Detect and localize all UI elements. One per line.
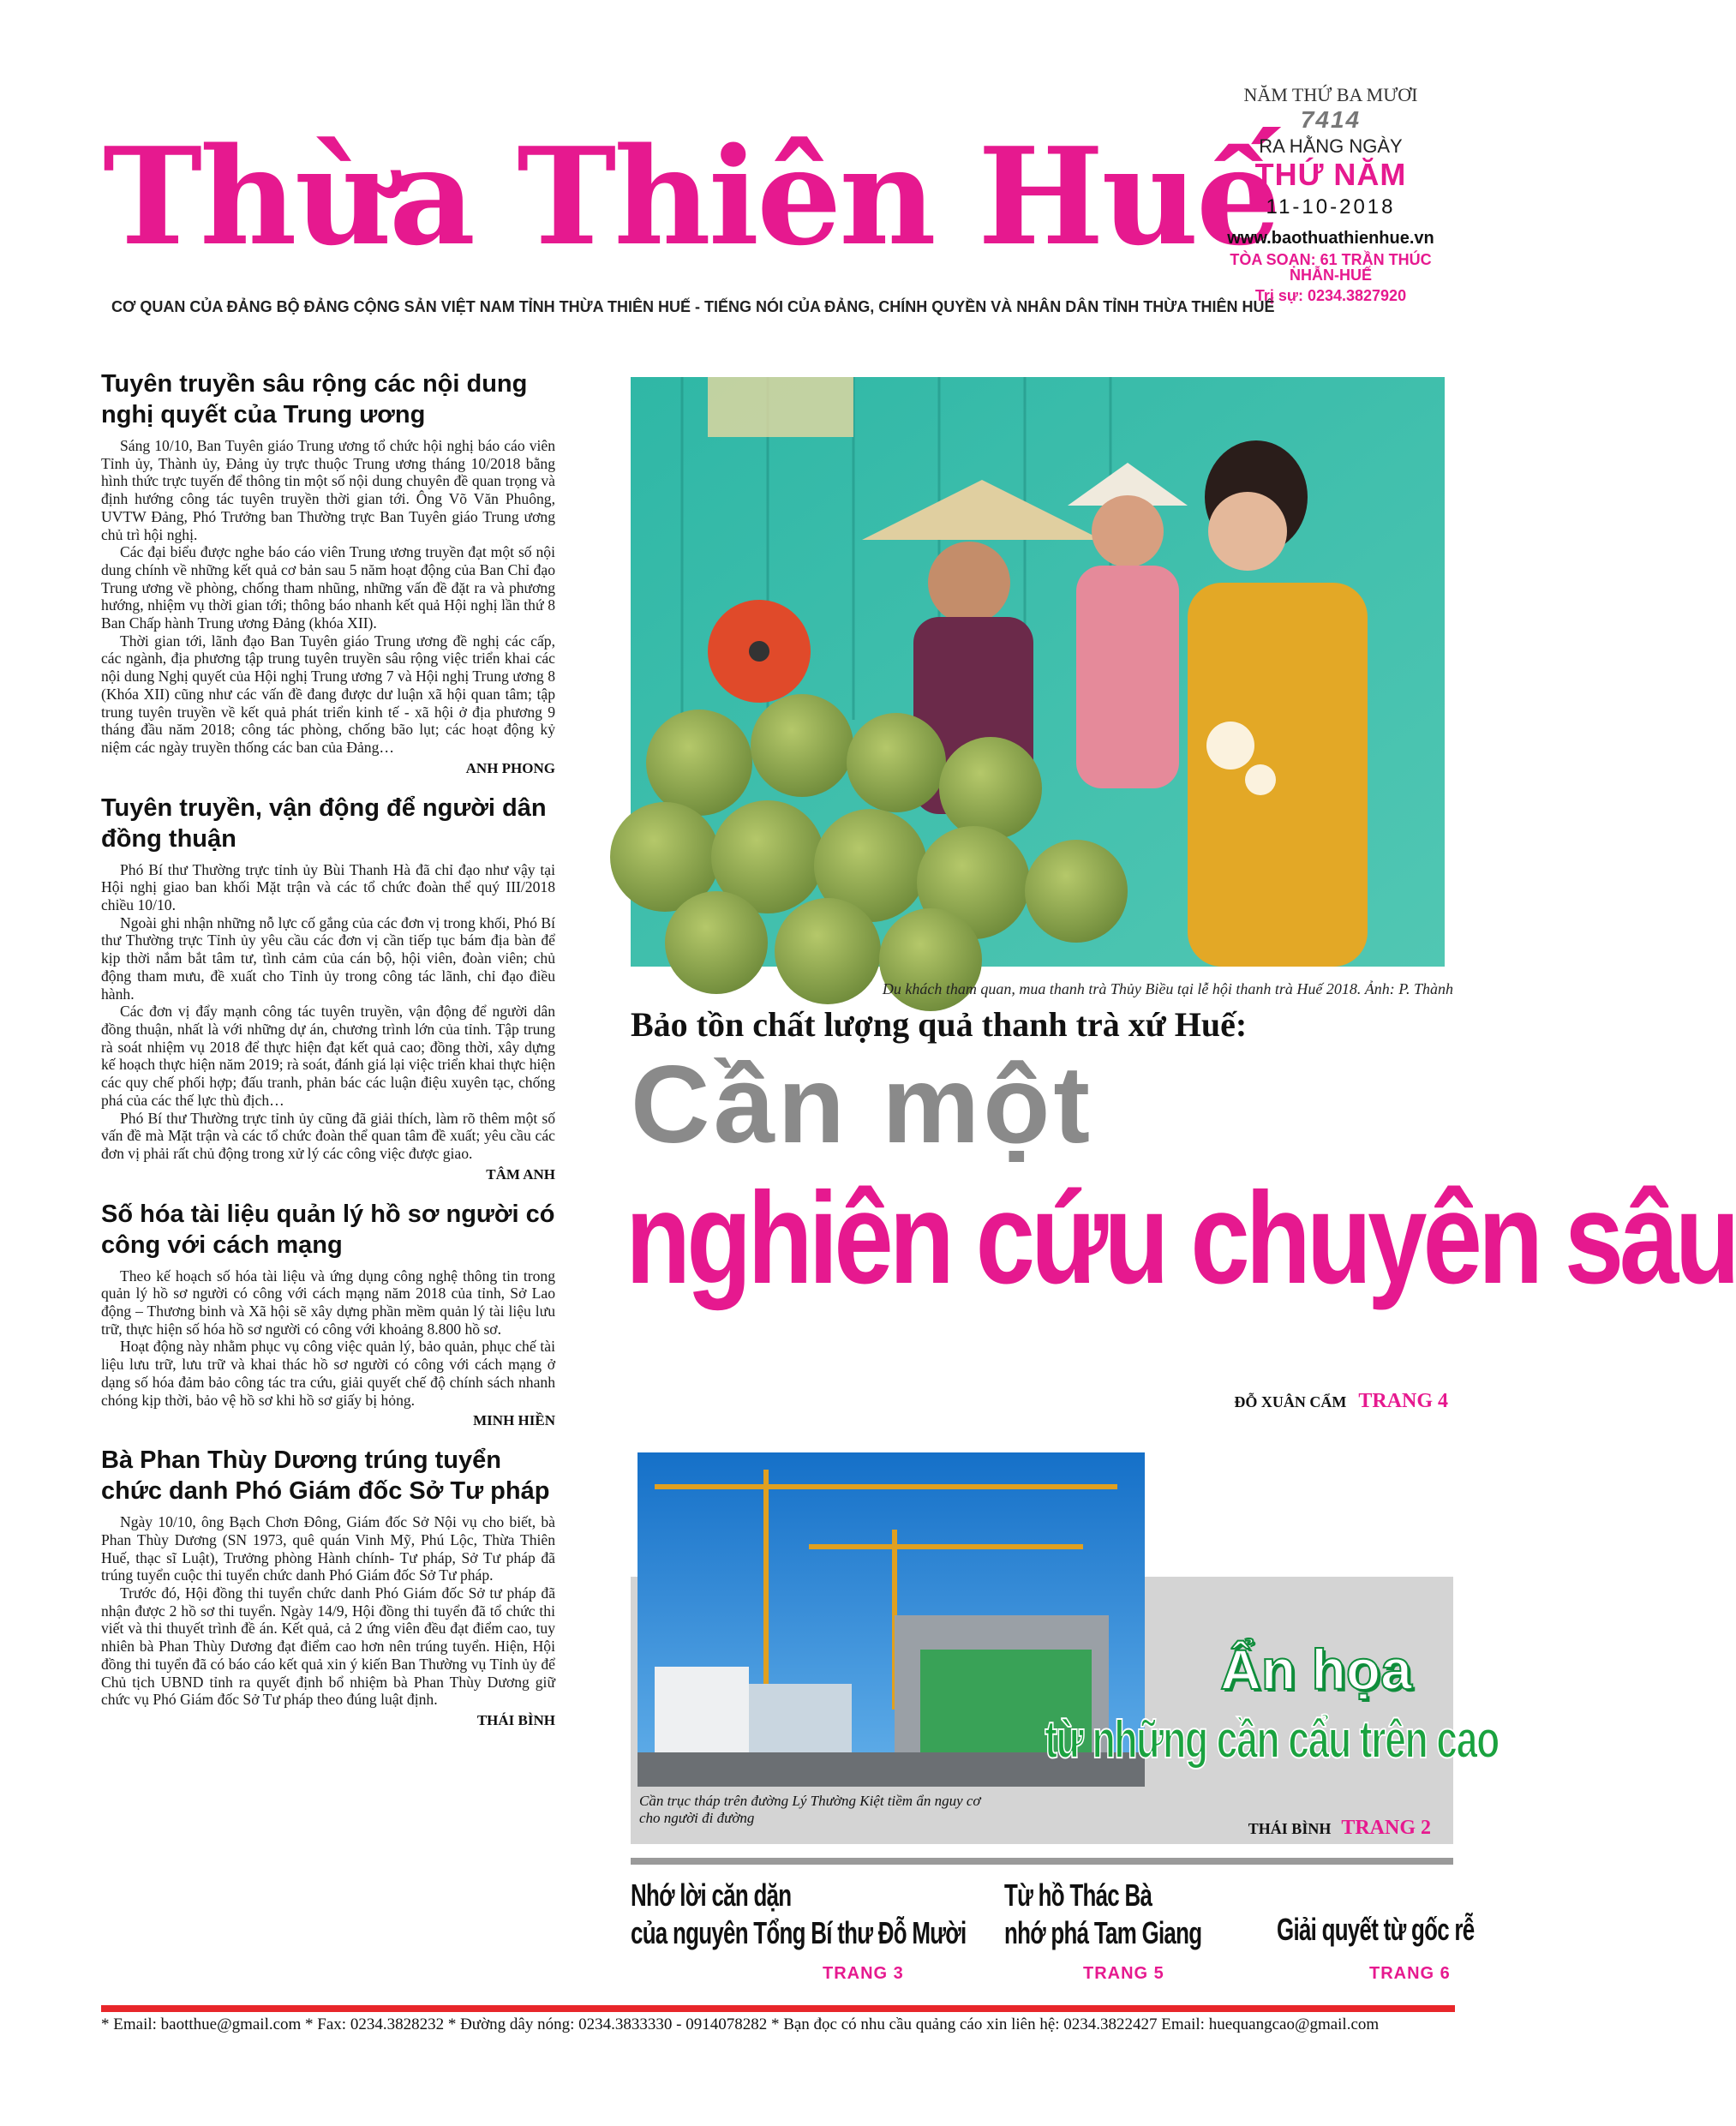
article-paragraph: Hoạt động này nhằm phục vụ công việc quản lý, bảo quản, phục chế tài liệu lưu trữ, lưu trữ và khai thác hồ sơ người có công với cách mạng ở dạng số hóa đảm bảo công tác tra cứu, giải quyết chế độ chính sách nhanh chóng kịp thời, bảo vệ hồ sơ khi hồ sơ giấy bị hỏng. [101,1338,555,1409]
teaser-line2: nhớ phá Tam Giang [1004,1915,1202,1950]
article-title[interactable]: Bà Phan Thùy Dương trúng tuyển chức danh Phó Giám đốc Sở Tư pháp [101,1446,550,1506]
left-column [101,368,555,1745]
article-title[interactable]: Tuyên truyền, vận động để người dân đồng thuận [101,794,547,853]
teaser-do-muoi[interactable] [631,1877,967,1988]
article-paragraph: Các đại biểu được nghe báo cáo viên Trung ương truyền đạt một số nội dung chính về những kết quả cơ bản sau 5 năm hoạt động của Ban Chỉ đạo Trung ương về phòng, chống tham nhũng, những vấn đề đặt ra và phương hướng, nhiệm vụ thời gian tới; thông báo nhanh kết quả Hội nghị lần thứ 8 Ban Chấp hành Trung ương Đảng (khóa XII). [101,543,555,632]
article-author: ANH PHONG [465,759,555,776]
article-author: TÂM ANH [486,1165,555,1183]
footer-rule [101,2005,1455,2012]
article-title[interactable]: Số hóa tài liệu quản lý hồ sơ người có công với cách mạng [101,1200,555,1259]
article-paragraph: Các đơn vị đẩy mạnh công tác tuyên truyền, vận động để người dân đồng thuận, nhất là với những dự án, chương trình lớn của tỉnh. Tập trung rà soát nhiệm vụ 2018 để thực hiện đạt kết quả cao; đồng thời, xây dựng kế hoạch thực hiện năm 2019; rà soát, đánh giá lại việc triển khai thực hiện các quy chế phối hợp; đấu tranh, phản bác các luận điệu xuyên tạc, chống phá của các thế lực thù địch… [101,1003,555,1109]
lead-photo-caption: Du khách tham quan, mua thanh trà Thủy Biều tại lễ hội thanh trà Huế 2018. Ảnh: P. Thành [882,980,1453,997]
lead-headline-line2[interactable]: nghiên cứu chuyên sâu [626,1165,1736,1311]
teaser-page[interactable]: TRANG 3 [823,1964,904,1983]
article-appointment [101,1445,555,1729]
lead-author: ĐỖ XUÂN CẨM [1234,1393,1347,1410]
lead-headline-line1[interactable]: Cần một [631,1044,1093,1166]
article-paragraph: Phó Bí thư Thường trực tỉnh ủy cũng đã giải thích, làm rõ thêm một số vấn đề mà Mặt trận và các tổ chức đoàn thể quan tâm đề xuất; yêu cầu các đơn vị phải rất chủ động trong xử lý các công việc được giao. [101,1109,555,1162]
feature-page-link[interactable]: TRANG 2 [1341,1817,1431,1839]
issue-number: 7414 [1300,106,1362,133]
article-paragraph: Ngoài ghi nhận những nỗ lực cố gắng của các đơn vị trong khối, Phó Bí thư Thường trực Tỉnh ủy yêu cầu các đơn vị cần tiếp tục bám địa bàn để kịp thời nắm bắt tâm tư, tình cảm của cán bộ, hội viên, đoàn viên; chủ động tham mưu, đề xuất cho Tỉnh ủy trong công tác lãnh, chỉ đạo điều hành. [101,913,555,1003]
article-paragraph: Trước đó, Hội đồng thi tuyển chức danh Phó Giám đốc Sở tư pháp đã nhận được 2 hồ sơ thi tuyển. Ngày 14/9, Hội đồng thi tuyển đã tổ chức thi viết và thi thuyết trình đề án. Kết quả, cả 2 ứng viên đều đạt điểm cao, tuy nhiên bà Phan Thùy Dương đạt điểm cao hơn nên trúng tuyển. Hiện, Hội đồng thi tuyển đã có báo cáo kết quả xin ý kiến Ban Thường vụ Tỉnh ủy để Chủ tịch UBND tỉnh ra quyết định bổ nhiệm bà Phan Thùy Dương giữ chức vụ Phó Giám đốc Sở Tư pháp theo đúng luật định. [101,1584,555,1709]
teaser-goc-re[interactable] [1277,1911,1475,1988]
article-paragraph: Thời gian tới, lãnh đạo Ban Tuyên giáo Trung ương đề nghị các cấp, các ngành, địa phương tập trung tuyên truyền sâu rộng việc triển khai các nội dung Nghị quyết của Hội nghị Trung ương 7 và Hội nghị Trung ương 8 (Khóa XII) cũng như các vấn đề đang được dư luận xã hội quan tâm; tập trung tuyên truyền về kết quả phát triển kinh tế - xã hội ở địa phương 9 tháng đầu năm 2018; công tác phòng, chống bão lụt; các hoạt động kỷ niệm các ngày truyền thống các ban của Đảng… [101,632,555,756]
section-divider [631,1858,1453,1865]
lead-photo[interactable] [631,377,1445,967]
feature-photo-caption: Cần trục tháp trên đường Lý Thường Kiệt tiềm ẩn nguy cơ cho người đi đường [639,1793,981,1826]
article-paragraph: Phó Bí thư Thường trực tỉnh ủy Bùi Thanh Hà đã chỉ đạo như vậy tại Hội nghị giao ban khối Mặt trận và các tổ chức đoàn thể quý III/2018 chiều 10/10. [101,860,555,914]
teaser-thac-ba[interactable] [1004,1877,1227,1988]
issue-year: NĂM THỨ BA MƯƠI [1243,84,1418,105]
article-consensus [101,793,555,1183]
issue-date: 11-10-2018 [1266,195,1396,219]
pomelo-market-image [631,377,1445,967]
article-paragraph: Sáng 10/10, Ban Tuyên giáo Trung ương tổ chức hội nghị báo cáo viên Tỉnh ủy, Thành ủy, Đảng ủy trực thuộc Trung ương tháng 10/2018 bằng hình thức trực tuyến để thông tin một số nội dung chuyên đề quan trọng và định hướng công tác tuyên truyền thời gian tới. Ông Võ Văn Phuông, UVTW Đảng, Phó Trưởng ban Thường trực Ban Tuyên giáo Trung ương chủ trì hội nghị. [101,437,555,543]
issue-frequency: RA HẰNG NGÀY [1259,135,1403,157]
teaser-line2: của nguyên Tổng Bí thư Đỗ Mười [631,1915,967,1950]
feature-headline-line1[interactable]: Ẩn họa [1220,1638,1412,1701]
website-link[interactable]: www.baothuathienhue.vn [1227,229,1434,248]
article-paragraph: Ngày 10/10, ông Bạch Chơn Đông, Giám đốc Sở Nội vụ cho biết, bà Phan Thùy Dương (SN 1973, quê quán Vinh Mỹ, Phú Lộc, Thừa Thiên Huế, thạc sĩ Luật), Trưởng phòng Hành chính- Tư pháp, Sở Tư pháp đã trúng tuyển cuộc thi tuyển chức danh Phó Giám đốc Sở Tư pháp. [101,1513,555,1584]
article-author: MINH HIỀN [473,1412,555,1429]
article-author: THÁI BÌNH [476,1711,555,1728]
article-digitization [101,1199,555,1430]
issue-info [1206,86,1455,303]
lead-byline [943,1390,1448,1413]
teaser-line1: Giải quyết từ gốc rễ [1277,1912,1475,1947]
teaser-page[interactable]: TRANG 6 [1369,1964,1451,1983]
teaser-page[interactable]: TRANG 5 [1083,1964,1164,1983]
feature-author: THÁI BÌNH [1248,1820,1332,1837]
lead-kicker[interactable]: Bảo tồn chất lượng quả thanh trà xứ Huế: [631,1005,1248,1044]
article-title[interactable]: Tuyên truyền sâu rộng các nội dung nghị quyết của Trung ương [101,370,528,428]
article-paragraph: Theo kế hoạch số hóa tài liệu và ứng dụng công nghệ thông tin trong quản lý hồ sơ người có công với cách mạng năm 2018 của tỉnh, Sở Lao động – Thương binh và Xã hội sẽ xây dựng phần mềm quản lý tài liệu lưu trữ, thực hiện số hóa hồ sơ người có công với khoảng 8.800 hồ sơ. [101,1267,555,1338]
teaser-line1: Từ hồ Thác Bà [1004,1877,1152,1913]
footer-contact: * Email: baotthue@gmail.com * Fax: 0234.3828232 * Đường dây nóng: 0234.3833330 - 0914078282 * Bạn đọc có nhu cầu quảng cáo xin liên hệ: 0234.3822427 Email: huequangcao@gmail.com [101,2015,1380,2033]
feature-headline-line2[interactable]: từ những cần cẩu trên cao [1045,1710,1499,1770]
issue-weekday: THỨ NĂM [1254,157,1407,192]
article-propaganda [101,368,555,777]
office-address: TÒA SOẠN: 61 TRẦN THÚC NHẪN-HUẾ [1230,251,1432,284]
feature-byline [1028,1817,1431,1840]
masthead-title: Thừa Thiên Huế [103,118,1279,275]
lead-page-link[interactable]: TRANG 4 [1358,1390,1448,1412]
office-phone: Trị sự: 0234.3827920 [1254,287,1407,304]
masthead-tagline: CƠ QUAN CỦA ĐẢNG BỘ ĐẢNG CỘNG SẢN VIỆT NAM TỈNH THỪA THIÊN HUẾ - TIẾNG NÓI CỦA ĐẢNG, CHÍNH QUYỀN VÀ NHÂN DÂN TỈNH THỪA THIÊN HUẾ [111,298,1275,315]
teaser-line1: Nhớ lời căn dặn [631,1877,792,1913]
